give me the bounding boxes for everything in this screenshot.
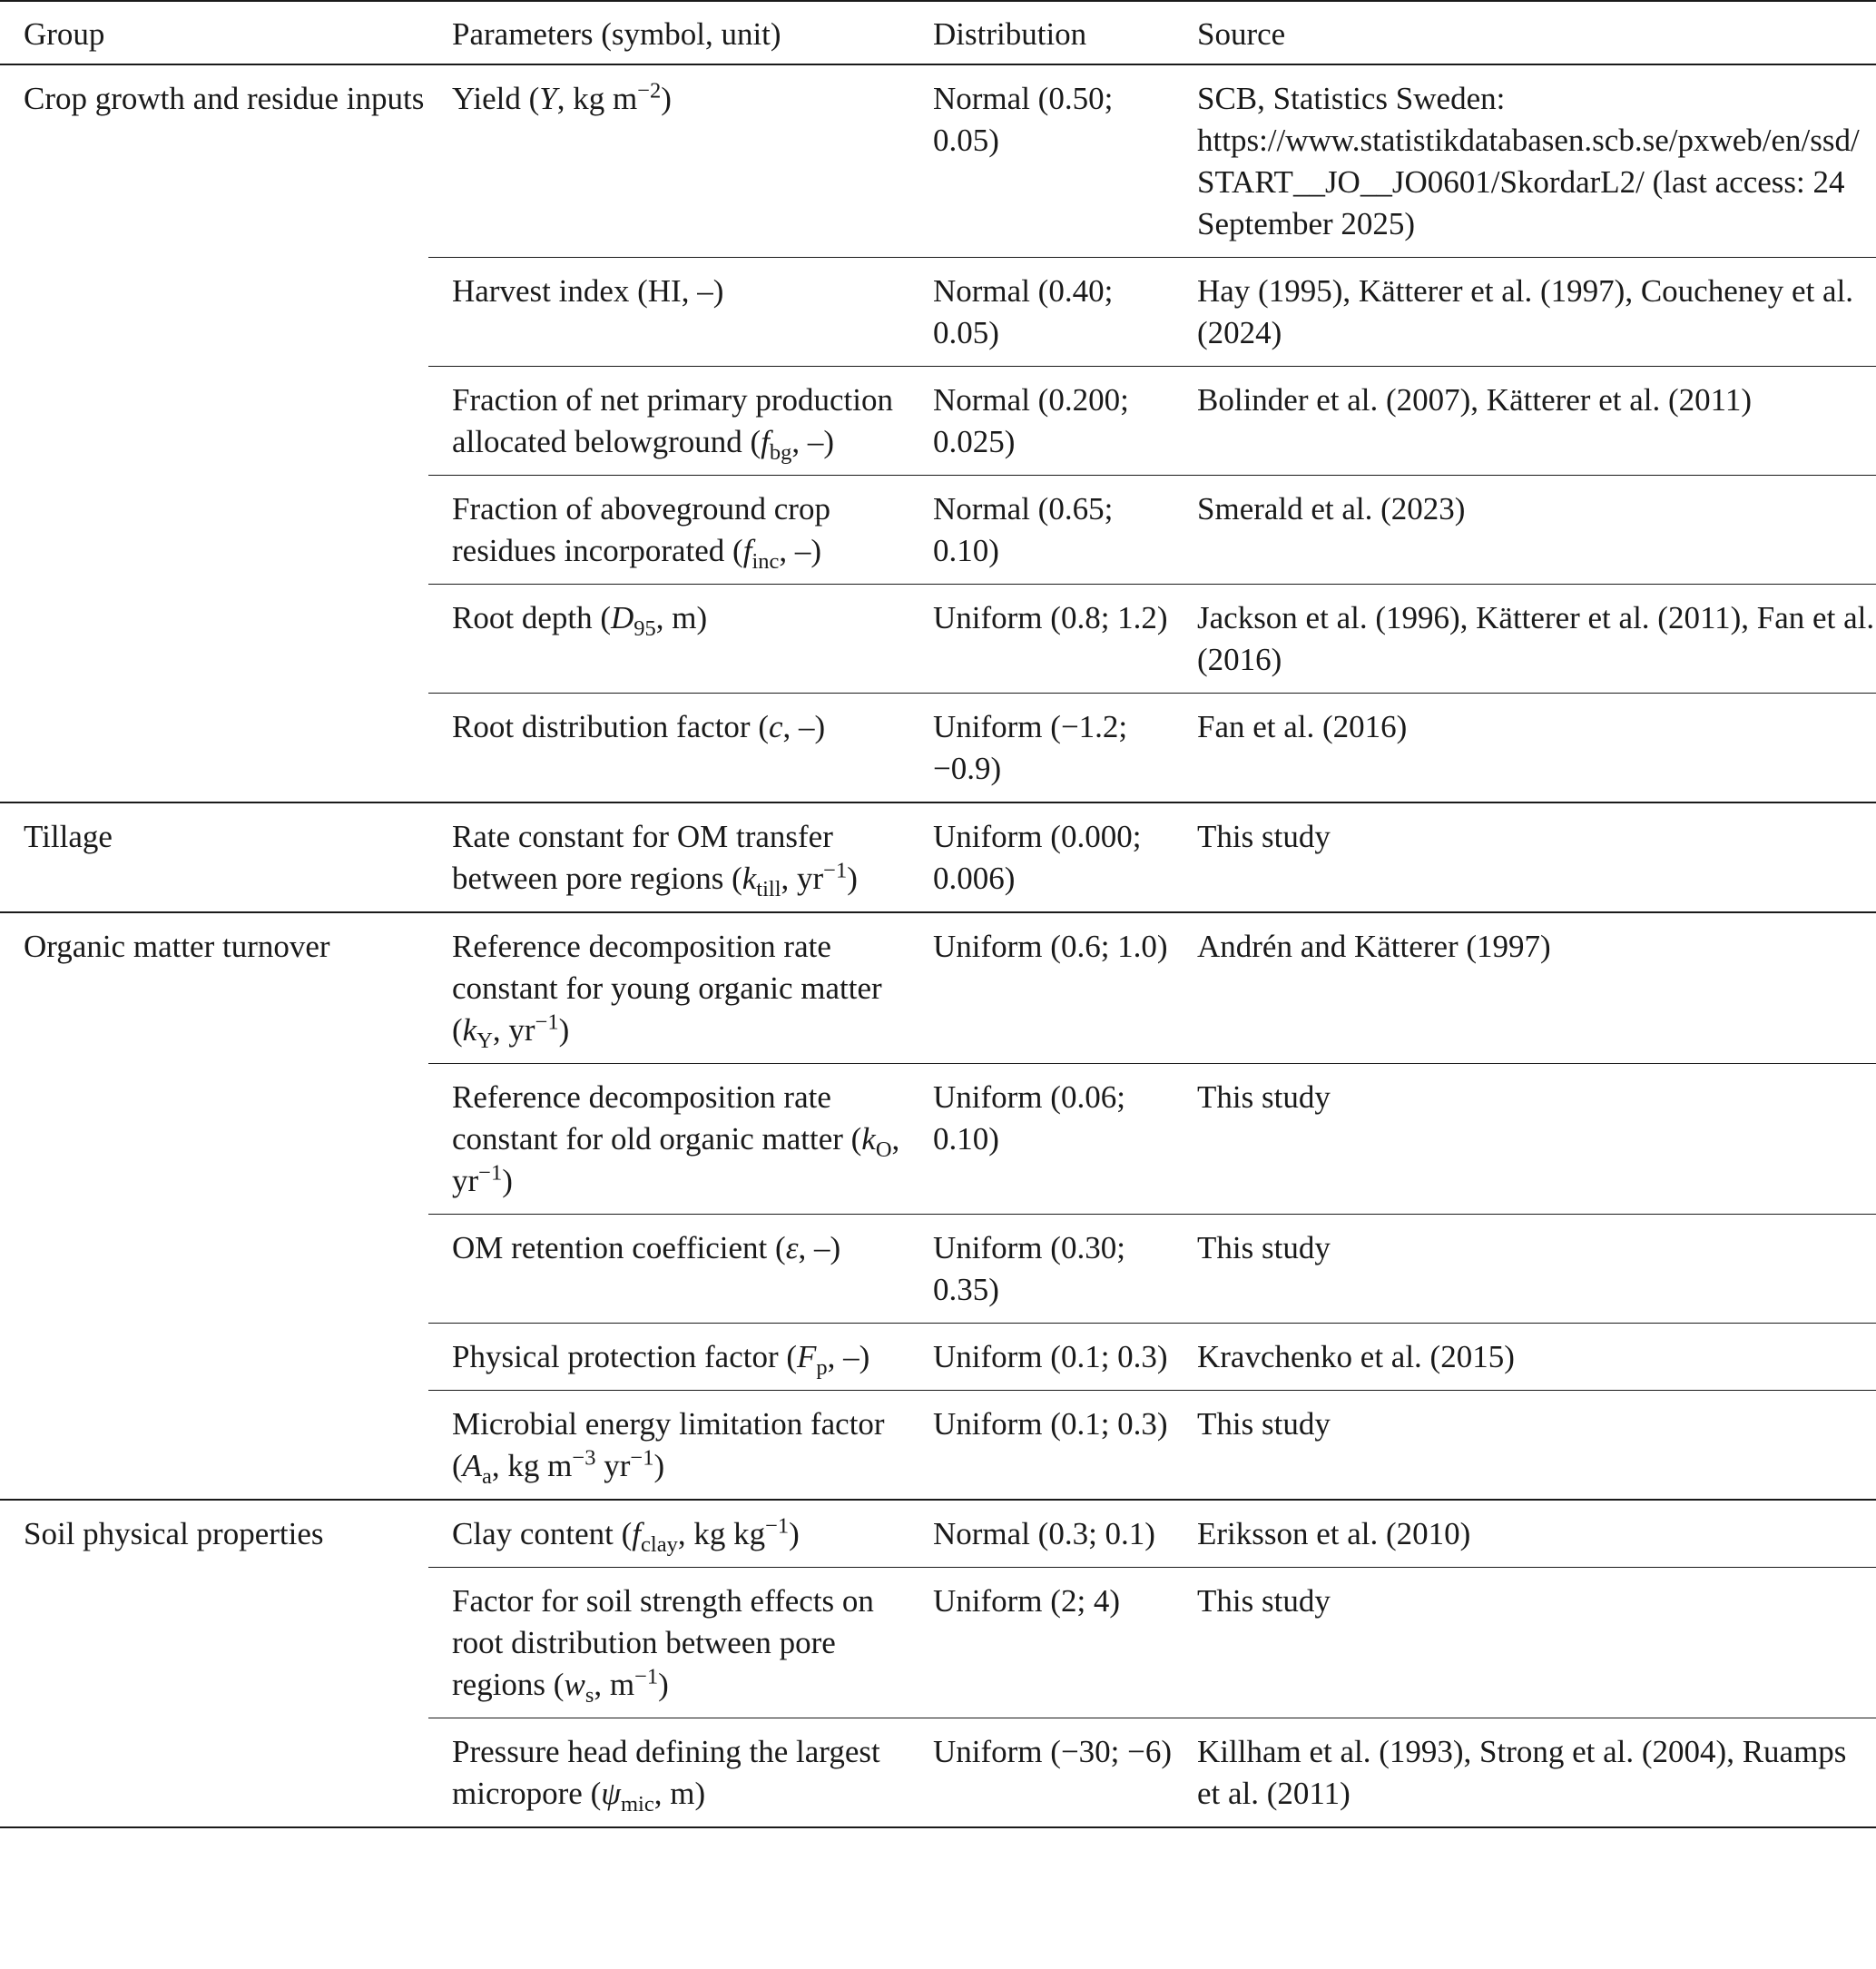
source-cell: This study: [1174, 802, 1876, 912]
group-cell: Organic matter turnover: [0, 912, 428, 1500]
parameter-cell: Factor for soil strength effects on root distribution between pore regions ($w_s$, $m^{-1}$): [428, 1568, 909, 1718]
param-superscript: −3: [572, 1445, 596, 1471]
param-superscript: −1: [823, 858, 848, 883]
parameter-cell: Physical protection factor ($F_p$, –): [428, 1324, 909, 1391]
table-row: [0, 912, 1876, 1064]
param-superscript: −1: [535, 1009, 559, 1035]
header-distribution: Distribution: [909, 1, 1174, 64]
distribution-cell: Uniform (−1.2; −0.9): [909, 694, 1174, 803]
param-subscript: s: [584, 1683, 594, 1708]
group-cell: Soil physical properties: [0, 1500, 428, 1827]
parameter-cell: Fraction of aboveground crop residues incorporated ($f_{inc}$, –): [428, 476, 909, 585]
param-symbol: F: [797, 1339, 817, 1374]
param-superscript: −1: [634, 1664, 659, 1689]
table-row: [0, 802, 1876, 912]
header-group: Group: [0, 1, 428, 64]
param-subscript: a: [482, 1464, 492, 1489]
param-subscript: 95: [634, 616, 656, 641]
param-subscript: till: [756, 877, 781, 901]
param-symbol: Y: [539, 81, 557, 116]
parameter-cell: Yield (Y, kg $m^{-2}$): [428, 64, 909, 258]
distribution-cell: Uniform (0.06; 0.10): [909, 1064, 1174, 1215]
header-row: [0, 1, 1876, 64]
source-cell: This study: [1174, 1064, 1876, 1215]
group-cell: Crop growth and residue inputs: [0, 64, 428, 802]
source-cell: Killham et al. (1993), Strong et al. (2004), Ruamps et al. (2011): [1174, 1718, 1876, 1828]
parameter-cell: Root depth ($D_{95}$, m): [428, 585, 909, 694]
param-superscript: −2: [637, 78, 662, 103]
distribution-cell: Normal (0.50; 0.05): [909, 64, 1174, 258]
parameter-cell: Microbial energy limitation factor ($A_a$, kg $m^{-3}$ $yr^{-1}$): [428, 1391, 909, 1501]
distribution-cell: Uniform (0.8; 1.2): [909, 585, 1174, 694]
source-cell: SCB, Statistics Sweden: https://www.statistikdatabasen.scb.se/pxweb/en/ssd/START__JO__JO0601/SkordarL2/ (last access: 24 September 2025): [1174, 64, 1876, 258]
distribution-cell: Uniform (0.000; 0.006): [909, 802, 1174, 912]
source-cell: Fan et al. (2016): [1174, 694, 1876, 803]
header-parameters: Parameters (symbol, unit): [428, 1, 909, 64]
param-subscript: inc: [751, 549, 780, 574]
param-subscript: Y: [476, 1029, 493, 1053]
param-symbol: f: [632, 1516, 642, 1551]
param-superscript: −1: [478, 1160, 503, 1186]
param-symbol: k: [861, 1121, 876, 1157]
param-subscript: mic: [620, 1792, 654, 1816]
parameter-cell: Fraction of net primary production allocated belowground ($f_{bg}$, –): [428, 367, 909, 476]
param-symbol: ε: [785, 1230, 799, 1265]
distribution-cell: Uniform (0.6; 1.0): [909, 912, 1174, 1064]
parameter-cell: Harvest index (HI, –): [428, 258, 909, 367]
source-cell: Bolinder et al. (2007), Kätterer et al. (2011): [1174, 367, 1876, 476]
table-row: [0, 1500, 1876, 1568]
param-subscript: p: [816, 1355, 828, 1380]
distribution-cell: Uniform (−30; −6): [909, 1718, 1174, 1828]
table-body: [0, 64, 1876, 1827]
param-subscript: bg: [769, 440, 792, 465]
source-cell: Andrén and Kätterer (1997): [1174, 912, 1876, 1064]
source-cell: Smerald et al. (2023): [1174, 476, 1876, 585]
parameter-cell: Rate constant for OM transfer between pore regions ($k_{till}$, $yr^{-1}$): [428, 802, 909, 912]
param-superscript: −1: [630, 1445, 654, 1471]
param-superscript: −1: [765, 1513, 790, 1539]
param-symbol: k: [462, 1012, 477, 1048]
parameter-cell: Reference decomposition rate constant for young organic matter ($k_Y$, $yr^{-1}$): [428, 912, 909, 1064]
source-cell: Hay (1995), Kätterer et al. (1997), Coucheney et al. (2024): [1174, 258, 1876, 367]
source-cell: Eriksson et al. (2010): [1174, 1500, 1876, 1568]
source-cell: Kravchenko et al. (2015): [1174, 1324, 1876, 1391]
distribution-cell: Uniform (2; 4): [909, 1568, 1174, 1718]
distribution-cell: Uniform (0.30; 0.35): [909, 1215, 1174, 1324]
param-symbol: f: [742, 533, 752, 568]
param-symbol: A: [462, 1448, 483, 1483]
table-row: [0, 64, 1876, 258]
param-symbol: ψ: [601, 1776, 621, 1811]
header-source: Source: [1174, 1, 1876, 64]
distribution-cell: Normal (0.65; 0.10): [909, 476, 1174, 585]
group-cell: Tillage: [0, 802, 428, 912]
param-symbol: w: [564, 1667, 585, 1702]
parameter-cell: OM retention coefficient (ε, –): [428, 1215, 909, 1324]
distribution-cell: Normal (0.200; 0.025): [909, 367, 1174, 476]
source-cell: Jackson et al. (1996), Kätterer et al. (2011), Fan et al. (2016): [1174, 585, 1876, 694]
param-subscript: O: [875, 1137, 892, 1162]
distribution-cell: Uniform (0.1; 0.3): [909, 1324, 1174, 1391]
param-symbol: c: [768, 709, 783, 744]
param-symbol: k: [742, 861, 757, 896]
param-symbol: f: [761, 424, 770, 459]
param-subscript: clay: [641, 1532, 678, 1557]
parameter-cell: Reference decomposition rate constant for old organic matter ($k_O$, $yr^{-1}$): [428, 1064, 909, 1215]
parameter-cell: Root distribution factor (c, –): [428, 694, 909, 803]
parameter-cell: Pressure head defining the largest micropore ($\psi_{mic}$, m): [428, 1718, 909, 1828]
source-cell: This study: [1174, 1568, 1876, 1718]
source-cell: This study: [1174, 1391, 1876, 1501]
distribution-cell: Normal (0.3; 0.1): [909, 1500, 1174, 1568]
distribution-cell: Normal (0.40; 0.05): [909, 258, 1174, 367]
param-symbol: D: [610, 600, 634, 635]
distribution-cell: Uniform (0.1; 0.3): [909, 1391, 1174, 1501]
parameter-cell: Clay content ($f_{clay}$, kg $kg^{-1}$): [428, 1500, 909, 1568]
source-cell: This study: [1174, 1215, 1876, 1324]
